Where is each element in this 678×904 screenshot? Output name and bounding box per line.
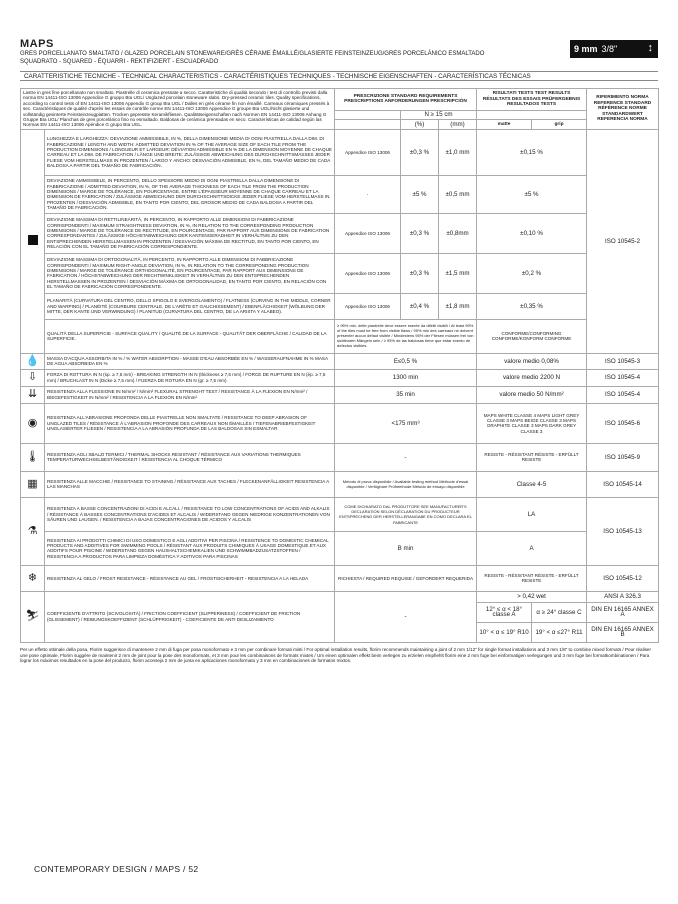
blank-cell <box>477 110 587 120</box>
friction-wet: > 0,42 wet <box>477 591 587 602</box>
row-desc: DEVIAZIONE MASSIMA DI RETTILINEARITÀ, IN PERCENTO, IN RAPPORTO ALLE DIMENSIONI DI FABBRICAZIONE CORRISPONDENTI / MAXIMUM STRAIGHTNESS DEVIATION, IN %, IN RELATION TO THE CORRESPONDING PRODUCTION DIMENSIONS / MARGE DE TOLÉRANCE DE RECTITUDE, EN POURCENTAGE, PAR RAPPORT AUX DIMENSIONS DE FABRICATION CORRESPONDANTES / ZULÄSSIGE HÖCHSTABWEICHUNG DER KANTENGERADHEIT IN VERHÄLTNIS ZU DEN ENTSPRECHENDEN HERSTELLMASSEN IN PROZENTEN / DESVIACIÓN MÁXIMA DE RECTITUD, EN TANTO POR CIENTO, EN RELACIÓN CON EL TAMAÑO DE FABRICACIÓN CORRESPONDIENTE. <box>45 213 335 253</box>
row-mm: ±0,5 mm <box>439 175 477 213</box>
row-norm: B min <box>335 531 477 565</box>
row-desc: DEVIAZIONE MASSIMA DI ORTOGONALITÀ, IN PERCENTO, IN RAPPORTO ALLE DIMENSIONI DI FABBRICAZIONE CORRISPONDENTI / MAXIMUM RIGHT-ANGLE DEVIATION, IN %, IN RELATION TO THE CORRESPONDING PRODUCTION DIMENSIONS / MARGE DE TOLÉRANCE ORTHOGONALITÉ, EN POURCENTAGE, PAR RAPPORT AUX DIMENSIONS DE FABRICATION / HÖCHSTABWEICHUNG DER RECHTWINKLIGKEIT IN VERHÄLTNIS ZU DEN ENTSPRECHENDEN HERSTELLMASSEN IN PROZENTEN / DESVIACIÓN MÁXIMA DE ORTOGONALIDAD, EN TANTO POR CIENTO, EN RELACIÓN CON EL TAMAÑO DE FABRICACIÓN CORRESPONDIENTE. <box>45 253 335 293</box>
row-result: RESISTE - RÉSISTANT RÉSISTE - ERFÜLLT RESISTE <box>477 443 587 471</box>
row-desc: RESISTENZA ALLA FLESSIONE IN N/mm² / N/mm² FLEXURAL STRENGHT TEST / RESISTANCE À LA FLEXION EN N/mm² / BIEGEFESTIGKEIT IN N/mm² / RESISTENCIA A LA FLEXIÓN EN N/mm² <box>45 386 335 403</box>
row-desc: RESISTENZA AL GELO / FROST RESISTANCE - RÉSISTANCE AU GEL / FROSTSICHERHEIT - RESISTENCIA A LA HELADA <box>45 565 335 591</box>
row-pct: ±0,3 % <box>401 129 439 175</box>
row-result: ±0,2 % <box>477 253 587 293</box>
row-ref: ISO 10545-2 <box>587 129 659 353</box>
row-norm: 1300 min <box>335 369 477 386</box>
friction-grip-a: α ≥ 24° classe C <box>532 602 587 622</box>
footnote: Per un effetto ottimale della posa, Florim suggerisce di mantenere 2 mm di fuga per posa monoformato e 3 mm per combinare formati misti / For optimal installation results, florim recommends maintaining a joint of 2 mm 1/12" for single format installations and 3 mm 1/8" to combine mixed formats / Pour réaliser une pose optimale, Florim suggère de maintenir 2 mm de joint pour la pose des monoformats, et 3 mm pour les combinaisons de formats mixtes / Um einen optimalen effekt beim verlegen zu erzielen empfiehlt florim eine 2 mm fuge bei einformatigen verlegungen und 3 mm fuge bei formatkombinationen / Para lograr los máximos resultados en la pose del producto, florim aconseja 2 mm de junta en aplicaciones monoformato y 3 mm en combinaciones de formatos mixtos. <box>20 647 652 664</box>
row-result: valore medio 50 N/mm² <box>477 386 587 403</box>
friction-matte-a: 12° ≤ α < 18° classe A <box>477 602 532 622</box>
table-row <box>21 175 659 213</box>
row-mm: ±1,8 mm <box>439 293 477 319</box>
table-row <box>21 565 659 591</box>
friction-matte-b: 10° < α ≤ 19° R10 <box>477 622 532 642</box>
row-result: ±0,10 % <box>477 213 587 253</box>
row-desc: RESISTENZA ALLE MACCHIE / RESISTANCE TO STAINING / RÉSISTANCE AUX TACHES / FLECKENANFÄLLIGKEIT RESISTENCIA A LAS MANCHAS <box>45 471 335 497</box>
row-ref: ISO 10545-3 <box>587 353 659 369</box>
col-matte: matte <box>477 120 532 130</box>
dimension-icon <box>21 129 45 353</box>
row-pct: ±0,3 % <box>401 213 439 253</box>
friction-ref-b: DIN EN 16165 ANNEX B <box>587 622 659 642</box>
table-row <box>21 213 659 253</box>
row-result: ±0,15 % <box>477 129 587 175</box>
row-result: LA <box>477 497 587 531</box>
section-bar: CARATTERISTICHE TECNICHE - TECHNICAL CHARACTERISTICS - CARACTÉRISTIQUES TECHNIQUES - TECHNISCHE EIGENSCHAFTEN - CARACTERÍSTICAS TÉCNICAS <box>20 71 658 81</box>
row-result: Classe 4-5 <box>477 471 587 497</box>
row-desc: LUNGHEZZA E LARGHEZZA: DEVIAZIONE AMMISSIBILE, IN %, DELLA DIMENSIONE MEDIA DI OGNI PIASTRELLA DALLA DIM. DI FABBRICAZIONE / LENGTH AND WIDTH: ADMITTED DEVIATION IN % OF THE AVERAGE SIZE OF EACH TILE FROM THE PRODUCTION DIMENSIONS / LONGUEUR ET LARGEUR: DÉVIATION ADMISSIBLE EN % DE LA DIMENSION MOYENNE DE CHAQUE CARREAU ET LA DIM. DE FABRICATION / LÄNGE UND BREITE: ZULÄSSIGE ABWEICHUNG DES DURCHSCHNITTSMASSES JEDER FLIESE VOM HERSTELLMASS IN PROZENTEN / LARGO Y ANCHO: DESVIACIÓN ADMISIBLE, EN %, DEL TAMAÑO MEDIO DE CADA BALDOSA A PARTIR DEL TAMAÑO DE FABRICACIÓN. <box>45 129 335 175</box>
row-norm: Metodo di prova disponibile / Available testing method Méthode d'essai disponible / Verfügbare Prüfmethode Método de ensayo disponible <box>335 471 477 497</box>
row-mm: ±1,5 mm <box>439 253 477 293</box>
row-desc: RESISTENZA ALL'ABRASIONE PROFONDA DELLE PIASTRELLE NON SMALTATE / RESISTANCE TO DEEP ABRASION OF UNGLAZED TILES / RÉSISTANCE À L'ABRASION PROFONDE DES CARREAUX NON ÉMAILLÉS / TIEFENABRIEBFESTIGKEIT UNGLASIERTER FLIESEN / RESISTENCIA A LA ABRASIÓN PROFUNDA DE LAS BALDOSAS SIN ESMALTAR <box>45 403 335 443</box>
row-mm: ±0,8mm <box>439 213 477 253</box>
row-ref: ISO 10545-14 <box>587 471 659 497</box>
row-result: ±0,35 % <box>477 293 587 319</box>
row-norm: E≤0,5 % <box>335 353 477 369</box>
friction-ref-a: DIN EN 16165 ANNEX A <box>587 602 659 622</box>
water-drop-icon: 💧 <box>21 353 45 369</box>
slip-icon: ⛷ <box>21 591 45 642</box>
col-prescription: PRESCRIZIONE STANDARD REQUIREMENTS PRESCRIPTIONS ANFORDERUNGEN PRESCRIPCIÓN <box>335 89 477 111</box>
row-pct: ±5 % <box>401 175 439 213</box>
row-mm: ±1,0 mm <box>439 129 477 175</box>
row-result: CONFORME/CONFORMING CONFORME/KONFORM CONFORME <box>477 319 587 353</box>
row-desc: RESISTENZA AI PRODOTTI CHIMICI DI USO DOMESTICO E AGLI ADDITIVI PER PISCINA / RESISTENCE TO DOMESTIC CHEMICAL PRODUCTS AND ADDITIVES FOR SWIMMING POOLS / RÉSISTANT AUX PRODUITS CHIMIQUES À USAGE DOMESTIQUE ET AUX ADDITIFS POUR PISCINE / WIDERSTAND GEGEN HAUSHALTSCHEMIKALIEN UND SCHWIMMBADZUSATZSTOFFEN / RESISTENCIA A PRODUCTOS PARA LIMPIEZA DOMÉSTICA Y ADITIVOS PARA PISCINAS <box>45 531 335 565</box>
row-norm: COME DICHIARATO DAL PRODUTTORE SEE MANUFACTURER'S DECLARATION SELON DÉCLARATION DU PRODUCTEUR ENTSPRECHEND DER HERSTELLERANGABE EN COMO DECLARA EL FABRICANTE <box>335 497 477 531</box>
table-header-row <box>21 89 659 111</box>
row-norm: <175 mm³ <box>335 403 477 443</box>
table-row <box>21 531 659 565</box>
col-results: RISULTATI TESTS TEST RESULTS RÉSULTATS DES ESSAIS PRÜFERGEBNIS RESULTADOS TESTS <box>477 89 587 111</box>
row-pct: ±0,4 % <box>401 293 439 319</box>
col-grip: grip <box>532 120 587 130</box>
chemical-icon: ⚗ <box>21 497 45 565</box>
row-ref: ISO 10545-12 <box>587 565 659 591</box>
row-result: RESISTE - RÉSISTANT RÉSISTE - ERFÜLLT RESISTE <box>477 565 587 591</box>
row-desc: FORZA DI ROTTURA IN N (sp. ≥ 7,5 mm) - BREAKING STRENGTH IN N (thickness ≥ 7,5 mm) / FORCE DE RUPTURE EN N (ép. ≥ 7,5 mm) / BRUCHLAST IN N (Dicke ≥ 7,5 mm) / FUERZA DE ROTURA EN N (gr. ≥ 7,5 mm) <box>45 369 335 386</box>
col-reference: RIFERIMENTO NORMA REFERENCE STANDARD RÉFÉRENCE NORME STANDARDWERT REFERENCIA NORMA <box>587 89 659 130</box>
thickness-badge <box>570 40 658 58</box>
row-desc: RESISTENZA AGLI SBALZI TERMICI / THERMAL SHOCKS RESISTANT / RÉSISTANCE AUX VARIATIONS THERMIQUES TEMPERATURWECHSELBESTÄNDIGKEIT / RESISTENCIA AL CHOQUE TÉRMICO <box>45 443 335 471</box>
thickness-arrow-icon: ↕ <box>647 42 653 54</box>
table-row <box>21 497 659 531</box>
page-footer: CONTEMPORARY DESIGN / MAPS / 52 <box>34 864 199 874</box>
row-result: A <box>477 531 587 565</box>
table-row <box>21 319 659 353</box>
table-row <box>21 293 659 319</box>
row-norm: Appendice ISO 13006 <box>335 213 401 253</box>
col-n: N ≥ 15 cm <box>401 110 477 120</box>
table-row <box>21 386 659 403</box>
abrasion-icon: ◉ <box>21 403 45 443</box>
row-desc: PLANARITÀ (CURVATURA DEL CENTRO, DELLO SPIGOLO E SVERGOLAMENTO) / FLATNESS (CURVING IN THE MIDDLE, CORNER AND WARPING) / PLANÉITÉ (COURBURE CENTRALE, DE L'ARÊTE ET GAUCHISSEMENT) / EBENFLÄCHIGKEIT (WÖLBUNG DER MITTE, DER KANTE UND VERWINDUNG) / PLANITUD (CURVATURA DEL CENTRO, DE LA ARISTA Y ALABEO). <box>45 293 335 319</box>
friction-norm: - <box>335 591 477 642</box>
friction-ref-ansi: ANSI A 326.3 <box>587 591 659 602</box>
table-row <box>21 369 659 386</box>
row-ref: ISO 10545-6 <box>587 403 659 443</box>
row-norm: - <box>335 175 401 213</box>
table-row <box>21 253 659 293</box>
friction-row <box>21 591 659 602</box>
breaking-icon: ⇩ <box>21 369 45 386</box>
row-result: ±5 % <box>477 175 587 213</box>
thermometer-icon: 🌡 <box>21 443 45 471</box>
snowflake-icon: ❄ <box>21 565 45 591</box>
intro-text: Lastre in gres fine porcellanato non smaltato. Piastrelle di ceramica pressate a secco. Caratteristiche di qualità secondo i test di controllo previsti dalla norma EN 14411-ISO 13006 Appendice G gruppo BIa UGL/ Unglazed porcelain stoneware slabs. Dry-pressed ceramic tiles. Quality specifications, according to control tests of EN 14411-ISO 13006 Appendix G group BIa UGL / Dalles en grès cérame fin non émaillé. Carreaux céramiques pressés à sec. Caractéristiques de qualité d'après les essais de contrôle norme EN 14411-ISO 13006 Appendice G groupe BIa UGL/Nicht glasierte und vollständig gesinterte Feinsteinzeugplatten. Trocken gepresste Keramikfliesen. Qualitätseigenschaften nach Normen EN 14411-ISO 13006 Anhang G Gruppe BIa UGL/ Planchas de gres porcelánico fino no esmaltado. Baldosas de cerámica prensadas en seco. Características de calidad según las Normas EN 14411-ISO 13006 Apéndice G grupo BIa UGL. <box>21 89 335 130</box>
row-result: valore medio 0,08% <box>477 353 587 369</box>
row-norm: ≥ 95% min. delle piastrelle deve essere esente da difetti visibili / At least 95% of the tiles must be free from visible flaws / 95% min des carreaux ne doivent présenter aucun défaut visible / Mindestens 95% der Fliesen müssen frei von sichtbaren Mängeln sein / ≥ 95% de las baldosas tiene que estar exento de defectos visibles. <box>335 319 477 353</box>
table-row <box>21 353 659 369</box>
table-row <box>21 129 659 175</box>
row-norm: RICHIESTA / REQUIRED REQUISE / GEFORDERT REQUERIDA <box>335 565 477 591</box>
row-result: MAPS WHITE CLASSE 4 MAPS LIGHT GREY CLASSE 3 MAPS BEIGE CLASSE 3 MAPS GRAPHITE CLASSE 3 MAPS DARK GREY CLASSE 3 <box>477 403 587 443</box>
row-desc: DEVIAZIONE AMMISSIBILE, IN PERCENTO, DELLO SPESSORE MEDIO DI OGNI PIASTRELLA DALLA DIMENSIONE DI FABBRICAZIONE / ADMITTED DEVIATION, IN %, OF THE AVERAGE THICKNESS OF EACH TILE FROM THE PRODUCTION DIMENSIONS / MARGE DE TOLÉRANCE, EN POURCENTAGE, ENTRE L'ÉPAISSEUR MOYENNE DE CHAQUE CARREAU ET LA DIMENSION DE FABRICATION / ZULÄSSIGE ABWEICHUNG DER DURCHSCHNITTSDICKE JEDER FLIESE VOM HERSTELLMASS IN PROZENTEN / DESVIACIÓN ADMISIBLE, EN TANTO POR CIENTO, DEL GROSOR MEDIO DE CADA BALDOSA A PARTIR DEL TAMAÑO DE FABRICACIÓN. <box>45 175 335 213</box>
table-row <box>21 471 659 497</box>
row-desc: QUALITÀ DELLA SUPERFICIE - SURFACE QUALITY / QUALITÉ DE LA SURFACE - QUALITÄT DER OBERFLÄCHE / CALIDAD DE LA SUPERFICIE. <box>45 319 335 353</box>
col-mm: (mm) <box>439 120 477 130</box>
row-pct: ±0,3 % <box>401 253 439 293</box>
row-ref: ISO 10545-13 <box>587 497 659 565</box>
row-norm: Appendice ISO 13006 <box>335 293 401 319</box>
thickness-mm: 9 mm <box>574 44 598 54</box>
subtitle-line-2: SQUADRATO - SQUARED - ÉQUARRI - REKTIFIZIERT - ESCUADRADO <box>20 58 219 65</box>
row-norm: Appendice ISO 13006 <box>335 253 401 293</box>
page-title: MAPS <box>20 38 54 50</box>
row-desc: MASSA D'ACQUA ASSORBITA IN % / % WATER ABSORPTION - MASSE D'EAU ABSORBÉE EN % / WASSERAUFNAHME IN % MASA DE AGUA ABSORBIDA EN % <box>45 353 335 369</box>
row-norm: Appendice ISO 13006 <box>335 129 401 175</box>
flexion-icon: ⇊ <box>21 386 45 403</box>
blank-cell <box>335 110 401 120</box>
thickness-inch: 3/8" <box>601 44 618 54</box>
col-pct: (%) <box>401 120 439 130</box>
friction-desc: COEFFICIENTE D'ATTRITO (SCIVOLOSITÀ) / FRICTION COEFFICIENT (SLIPPERINESS) / COEFFICIENT DE FRICTION (GLISSEMENT) / REIBUNGSKOEFFIZIENT (SCHLÜPFRIGKEIT) - COEFICIENTE DE ANTI DESLIZAMIENTO <box>45 591 335 642</box>
subtitle-line-1: GRES PORCELLANATO SMALTATO / GLAZED PORCELAIN STONEWARE/GRÈS CÉRAME ÉMAILLÉ/GLASIERTE FEINSTEINZEUG/GRES PORCELÁNICO ESMALTADO <box>20 51 485 57</box>
table-row <box>21 403 659 443</box>
friction-grip-b: 19° < α ≤27° R11 <box>532 622 587 642</box>
row-desc: RESISTENZA A BASSE CONCENTRAZIONI DI ACIDI E ALCALI. / RESISTANCE TO LOW CONCENTRATIONS OF ACIDS AND ALKALIS / RÉSISTANCE À BASSES CONCENTRATIONS D'ACIDES ET ALCALIS / WIDERSTAND GEGEN NIEDRIGE KONZENTRATIONEN VON SÄUREN UND LAUGEN. / RESISTENCIA A BAJAS CONCENTRACIONES DE ACIDOS Y ALCALIS <box>45 497 335 531</box>
row-ref: ISO 10545-9 <box>587 443 659 471</box>
tech-table <box>20 88 659 643</box>
row-result: valore medio 2200 N <box>477 369 587 386</box>
blank-cell <box>335 120 401 130</box>
row-ref: ISO 10545-4 <box>587 386 659 403</box>
row-ref: ISO 10545-4 <box>587 369 659 386</box>
stain-icon: ▦ <box>21 471 45 497</box>
product-subtitle <box>20 51 560 66</box>
row-norm: 35 min <box>335 386 477 403</box>
table-row <box>21 443 659 471</box>
row-norm: - <box>335 443 477 471</box>
